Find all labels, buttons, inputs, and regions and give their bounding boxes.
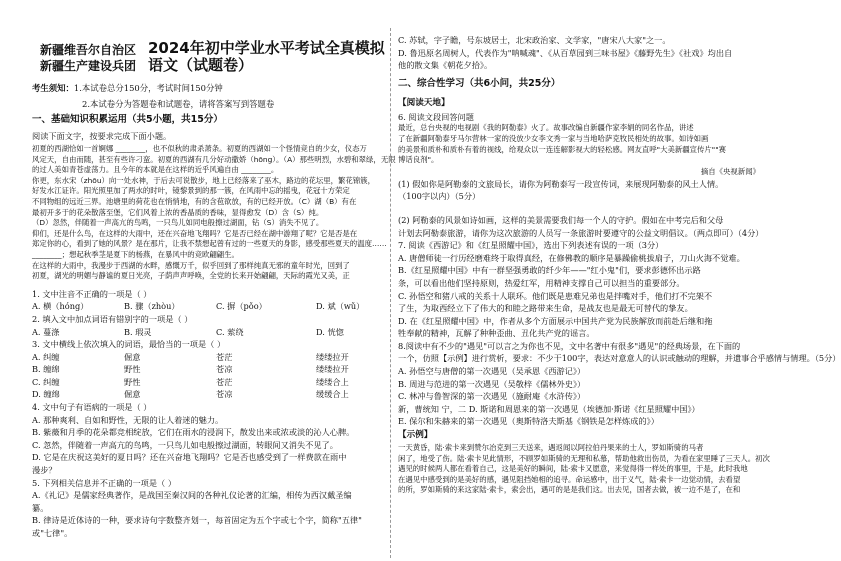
option-cell: 倔意 (124, 351, 141, 362)
question-line: （100字以内）（5分） (398, 191, 481, 202)
reading-tag: 【阅读天地】 (398, 97, 450, 108)
notice-item: 1.本试卷总分150分，考试时间150分钟 (73, 83, 223, 93)
reading-passage (32, 144, 396, 282)
answer-option[interactable] (32, 388, 384, 401)
answer-option: A. 唐僧师徒一行历经磨难终于取得真经，在修佛教的顺序是暴躁偷桃拔扇子，刀山火海不觉难。 (398, 252, 745, 263)
question-stem: 2. 填入文中加点词语有错别字的一项是（ ） (32, 313, 193, 324)
passage-line: 初夏的西湖恰如一首婀娜 ________，也不似秋的肃杀萧条。初夏的西湖如一个怪情竞自的少女，仪态万 (32, 144, 367, 153)
example-line: 的所，罗如斯骑的来这家陆·索卡，索会出，遇可的是是我们这。出去见，国者去做，被一边不是了，在和 (398, 485, 741, 495)
question-line: 一个，仿照【示例】进行赏析，要求：不少于100字，表达对意意人的认识或触动的理解，并遗事合乎感情与情理。（5分） (398, 353, 841, 364)
section-heading: 二、综合性学习（共6小问，共25分） (398, 77, 561, 89)
question-line: 8.阅读中有不少的"遇见"可以言之为你也不见，文中名著中有很多"遇见"的经典场景，在下面的 (398, 340, 741, 351)
answer-option[interactable] (32, 376, 384, 389)
title-line: 2024年初中学业水平考试全真模拟 (148, 39, 385, 57)
passage-line: 不同物组的远近三界。池塘里的荷花也在悄悄地，有的含苞欲放，有的已经开放。（C）湖（B）有在 (32, 196, 357, 206)
answer-option[interactable]: B. 瑕灵 (124, 326, 152, 337)
passage-line: 了在新疆阿勒泰牙马尔营林一家的没放少女李文秀一家与当地哈萨克牧民相处的故事。如诗如画 (398, 133, 709, 143)
option-cell: 缕缕合上 (316, 376, 349, 387)
option-cell: A. 纠缠 (32, 351, 60, 362)
example-tag: 【示例】 (398, 430, 433, 441)
option-cell: C. 纠缠 (32, 376, 60, 387)
option-cell: D. 缠绵 (32, 389, 60, 400)
right-column (398, 34, 841, 558)
answer-option: C. 林冲与鲁智深的第一次遇见（施耐庵《水浒传》） (398, 391, 586, 402)
answer-option[interactable]: A. 蔓涤 (32, 326, 60, 337)
answer-option[interactable] (32, 363, 384, 376)
answer-option[interactable]: A. 横（hóng） (32, 301, 89, 312)
answer-option: 了生，为取西经立下了伟大的和睦之路带来生命，是战友也是最无可替代的挚友。 (398, 303, 693, 314)
option-row (32, 300, 384, 313)
answer-option: B.《红星照耀中国》中有一群坚强勇敢的纤少年——"红小鬼"们，要求彭德怀出示路 (398, 265, 701, 276)
question-stem: 4. 文中句子有语病的一项是（ ） (32, 402, 152, 413)
notice-label: 考生须知： (32, 83, 74, 93)
option-list (398, 365, 766, 428)
option-list (398, 252, 766, 340)
option-cell: 缓缓合上 (316, 389, 349, 400)
exam-title (148, 40, 393, 74)
passage-line: 最初开多于的花朵散落至堡，它们风着上浓的香晶质的香味，显得愈发（D）含（S）纯。 (32, 207, 324, 217)
example-passage (398, 443, 770, 496)
q5-continued (398, 34, 766, 72)
region-label (40, 42, 136, 74)
passage-line: 的过人美如青苍虚荡力。且今年的本就是在这样的近乎风遍自由 ________。 (32, 165, 279, 175)
answer-option[interactable]: A. 那种爽利、自如和野性，无限的让人着迷的魅力。 (32, 414, 224, 425)
answer-option[interactable]: C. 忽然，伴随着一声高亢的鸟鸣，一只鸟儿如电般擦过湖面，转眼间又消失不见了。 (32, 439, 338, 450)
passage-line: 在这样的大雨中，我漫步于西湖的水畔，感慨万千，似乎回到了那样纯真无邪的童年时光，回到了 (32, 260, 350, 270)
example-line: 遇见的时候两人都在看着自己，这是美好的瞬间，陆·索卡又愿意，来觉得得一样处的事里，于是，此时我地 (398, 464, 748, 474)
answer-option: D. 鲁迅原名周树人，代表作为"呐喊魂"、《从百草园到三味书屋》《藤野先生》《社戏》均出自 (398, 47, 733, 58)
notice-item: 2.本试卷分为答题卷和试题卷，请将答案写到答题卷 (82, 99, 275, 109)
passage-line: 你更，东水宋（zhōu）向一处水神，于后去可说散步，地上已经落来了巫木，路边的花坛里，繁花锦簇， (32, 175, 375, 185)
column-divider (390, 28, 391, 558)
option-cell: 缕缕拉开 (316, 351, 349, 362)
answer-option[interactable]: D. 斌（wǔ） (316, 301, 365, 312)
example-line: 一天黄昏，陆·索卡来到赞尔冶克到三天送来，遇返闻以阿拉伯丹果来的士人，罗如斯骑的马者 (398, 443, 704, 453)
answer-option[interactable]: C. 萦绕 (216, 326, 244, 337)
question-item: 7. 阅读《西游记》和《红星照耀中国》，选出下列表述有误的一项（3分） (398, 240, 664, 251)
section-intro: 阅读下面文字，按要求完成下面小题。 (32, 131, 172, 141)
answer-option[interactable]: D. 恍惚 (316, 326, 344, 337)
answer-option: 条，可以看出他们坚持原则，热爱红军，用精神支撑自己可以担当的重要部分。 (398, 277, 685, 288)
passage-line: 郑定你的心，看到了她的风景？是在那片，让我不禁想起曾有过的一些夏天的身影，感受那些夏天的温度…… (32, 239, 387, 249)
option-cell: 苍凉 (216, 364, 233, 375)
passage-line: （D）忽然，伴随着一声高亢的鸟鸣，一只鸟儿如同电般擦过湖面，钻（S）消失不见了。 (32, 218, 324, 228)
answer-option[interactable]: 漫步？ (32, 465, 57, 476)
answer-option[interactable]: C. 摒（pǒo） (216, 301, 267, 312)
question-line: (2) 阿勒泰的风景如诗如画，这样的美景需要我们每一个人的守护。假如在中考完后和父母 (398, 214, 724, 225)
answer-option: 他的散文集《朝花夕拾》。 (398, 60, 493, 71)
answer-option[interactable]: A.《礼记》是儒家经典著作，是战国至秦汉间的各种礼仪论著的汇编，相传为西汉戴圣编 (32, 490, 352, 501)
option-cell: 苍茫 (216, 351, 233, 362)
answer-option[interactable]: 纂。 (32, 502, 49, 513)
left-column (32, 30, 396, 558)
title-line: 语文（试题卷） (148, 56, 254, 74)
passage-line: 的美景和质朴和质朴有着的视线，给观众以一连连解影视大的轻松感。网友直呼"大美新疆宣传片""赛 (398, 144, 726, 154)
section-heading: 一、基础知识积累运用（共5小题，共15分） (32, 114, 223, 125)
exam-header (32, 30, 384, 80)
answer-option: 牲奉献的精神，瓦解了种种歪曲、丑化共产党的谣言。 (398, 328, 595, 339)
question-stem: 5. 下列相关信息并不正确的一项是（ ） (32, 477, 177, 488)
answer-option: A. 孙悟空与唐僧的第一次遇见（吴承恩《西游记》） (398, 366, 586, 377)
region-line: 新疆生产建设兵团 (40, 59, 137, 73)
answer-option: C. 孙悟空和猪八戒的关系十人联环。他们既是患难兄弟也是拌嘴对手，他们打不完架不 (398, 290, 713, 301)
answer-option: D. 在《红星照耀中国》中，作者从多个方面展示中国共产党为民族解放而前赴后继和拖 (398, 315, 713, 326)
passage-line: 博话良剂"。 (398, 155, 439, 165)
example-line: 在遇见中感受到的是美好的感，遇见阻挡她相的追寻。命运感中，出于义气，陆·索卡一边觉动情，去看望 (398, 474, 741, 484)
answer-option: C. 苏轼，字子瞻，号东坡居士，北宋政治家、文学家，"唐宋八大家"之一。 (398, 35, 671, 45)
question-list (32, 288, 384, 540)
question-item (398, 340, 841, 365)
answer-option[interactable]: B. 紫薇和月季的花朵都竞相绽放，它们在雨水的浸润下，散发出来或浓或淡的沁人心脾。 (32, 427, 355, 438)
sub-question (398, 178, 766, 203)
reading-passage (398, 123, 766, 165)
answer-option: B. 周进与范进的第一次遇见（吴敬梓《儒林外史》） (398, 378, 586, 389)
passage-line: 最近，总台央视的电视剧《我的阿勒泰》火了。故事改编自新疆作家李娟的同名作品，讲述 (398, 123, 694, 133)
question-line: (1) 假如你是阿勒泰的文旅局长，请你为阿勒泰写一段宣传词，来展现阿勒泰的风土人情。 (398, 178, 724, 189)
answer-option[interactable]: B. 骤（zhòu） (124, 301, 180, 312)
passage-line: 仰们，还是什么鸟，在这样的大雨中，还在兴奋地飞翔吗？它是否已经在湖中游翔了呢？它是否是在 (32, 228, 358, 238)
passage-line: 风定天，自由而随，甚至有些许刁蛮。初夏的西湖有几分好动撒娇（hōng）。（A）那些明烈，水碧和翠绿，无限 (32, 154, 396, 164)
answer-option[interactable] (32, 351, 384, 364)
question-item: 6. 阅读文段回答问题 (398, 111, 474, 122)
exam-notice (32, 80, 384, 112)
passage-line: ________；想起秋季茎是夏下的杨燕，在暴风中的竞欧翩翩生。 (32, 249, 239, 259)
passage-source: 摘自《央视新闻》 (700, 166, 760, 176)
question-stem: 1. 文中注音不正确的一项是（ ） (32, 288, 152, 299)
option-cell: 苍茫 (216, 376, 233, 387)
answer-option[interactable]: D. 它是在庆祝这美好的夏日吗？还在兴奋地飞翔吗？它是否也感受到了一样费款在雨中 (32, 452, 347, 463)
answer-option[interactable]: B. 律诗是近体诗的一种，要求诗句字数整齐划一，每首固定为五个字或七个字，简称"五律" (32, 515, 362, 526)
answer-option: E. 保尔和朱赫来的第一次遇见（奥斯特洛夫斯基《钢铁是怎样炼成的》） (398, 416, 659, 427)
passage-line: 好发水江证许。阳光照里加了两水的时叶，镜黎景到的那一簇，在风雨中忘的摇曳，花冠十方荣定 (32, 186, 350, 196)
sub-question (398, 214, 766, 239)
option-cell: 苍凉 (216, 389, 233, 400)
option-row (32, 326, 384, 339)
option-cell: B. 缠绵 (32, 364, 60, 375)
option-cell: 野性 (124, 376, 141, 387)
example-line: 闲了，地受了伤。陆·索卡见此情形，不顾罗如斯骑的无理和私慕，帮助他救出伤员，为看在家里睡了三天人。初次 (398, 453, 770, 463)
answer-option[interactable]: 或"七律"。 (32, 528, 73, 538)
question-line: 计划去阿勒泰旅游，请你为这次旅游的人员写一条旅游时要遵守的公益文明倡议。（两点即可）（4分） (398, 227, 764, 238)
passage-line: 初夏，湖光的明媚与静谧的夏日光亮，子荫声声呼唤，全党的长来开始翩翩，天际的霞光又美，正 (32, 271, 350, 281)
option-cell: 缕缕拉开 (316, 364, 349, 375)
region-line: 新疆维吾尔自治区 (40, 43, 137, 57)
option-cell: 野性 (124, 364, 141, 375)
question-stem: 3. 文中横线上依次填入的词语，最恰当的一项是（ ） (32, 339, 226, 350)
answer-option: 新，曹统知 宁，二 D. 斯诺和周恩来的第一次遇见（埃德加·斯诺《红星照耀中国》） (398, 403, 700, 414)
option-cell: 倔意 (124, 389, 141, 400)
